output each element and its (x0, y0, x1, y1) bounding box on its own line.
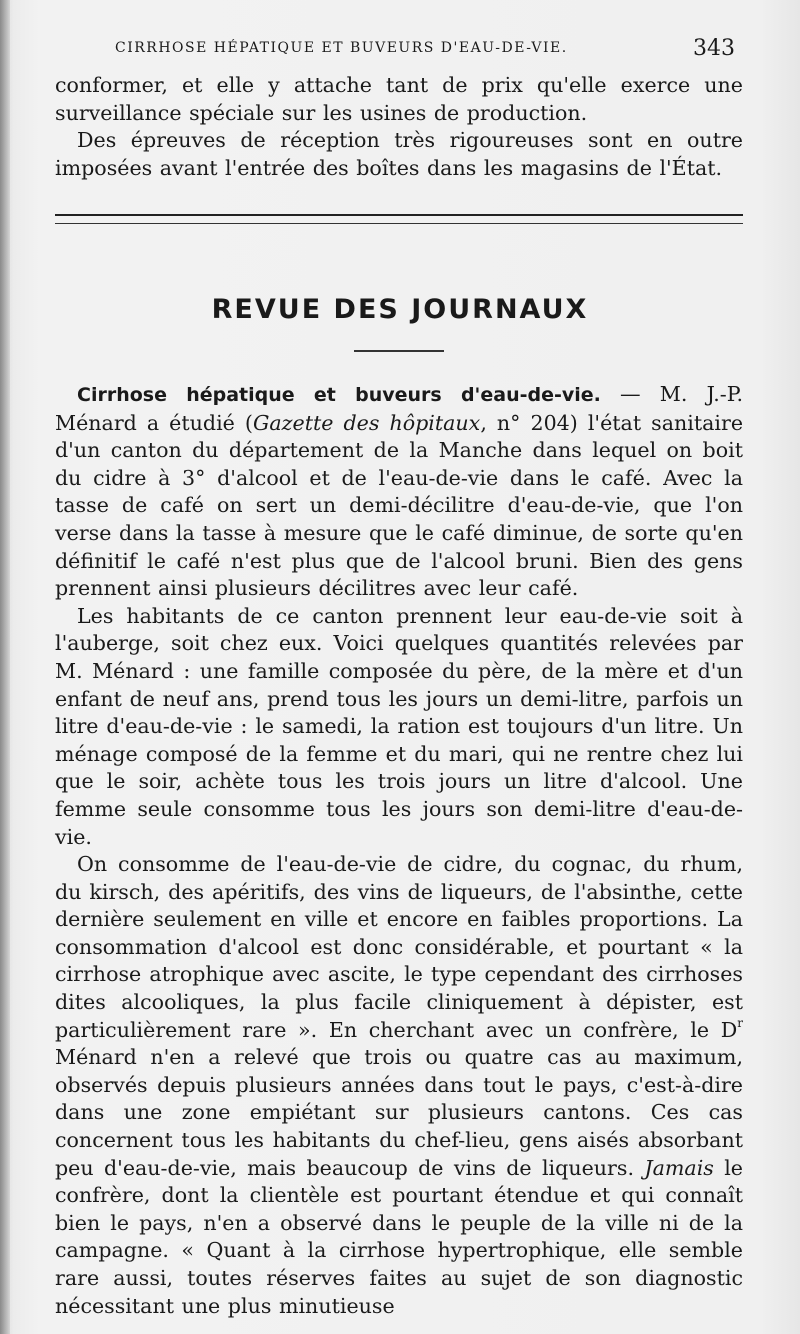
paragraph-epreuves: Des épreuves de réception très rigoureuses sont en outre imposées avant l'entrée des boîtes dans les magasins de l'État. (55, 128, 743, 180)
page-number: 343 (693, 36, 735, 61)
article-paragraph-3 (55, 851, 743, 1320)
double-rule (55, 214, 743, 224)
short-rule (354, 350, 444, 352)
section-title: REVUE DES JOURNAUX (211, 294, 589, 325)
doctor-abbrev-sup: r (737, 1015, 743, 1030)
article-lead-title: Cirrhose hépatique et buveurs d'eau-de-vie. (77, 384, 601, 406)
article-p3-c: le confrère, dont la clientèle est pourtant étendue et qui connaît bien le pays, n'en a observé dans le peuple de la ville ni de la campagne. « Quant à la cirrhose hypertrophique, elle semble rare aussi, toutes réserves faites au sujet de son diagnostic nécessitant une plus minutieuse (55, 1155, 743, 1318)
top-text-block (55, 72, 743, 182)
journal-title: Gazette des hôpitaux (252, 410, 481, 435)
running-title: CIRRHOSE HÉPATIQUE ET BUVEURS D'EAU-DE-VIE. (115, 40, 568, 56)
article-p3-b: Ménard n'en a relevé que trois ou quatre cas au maximum, observés depuis plusieurs années dans tout le pays, c'est-à-dire dans une zone empiétant sur plusieurs cantons. Ces cas concernent tous les habitants du chef-lieu, gens aisés absorbant peu d'eau-de-vie, mais beaucoup de vins de liqueurs. (55, 1045, 743, 1180)
article-p1-a: — M. J.-P. Ménard a étudié ( (55, 382, 743, 435)
running-head (55, 36, 745, 70)
article-body (55, 381, 743, 1320)
rule-thin (55, 223, 743, 224)
page-gutter-shadow (0, 0, 10, 1334)
article-paragraph-1 (55, 381, 743, 603)
article-p1-b: , n° 204) l'état sanitaire d'un canton du département de la Manche dans lequel on boit du cidre à 3° d'alcool et de l'eau-de-vie dans le café. Avec la tasse de café on sert un demi-décilitre d'eau-de-vie, que l'on verse dans la tasse à mesure que le café diminue, de sorte qu'en définitif le café n'est plus que de l'alcool bruni. Bien des gens prennent ainsi plusieurs décilitres avec leur café. (55, 410, 744, 601)
article-paragraph-2: Les habitants de ce canton prennent leur eau-de-vie soit à l'auberge, soit chez eux. Voici quelques quantités relevées par M. Ménard : une famille composée du père, de la mère et d'un enfant de neuf ans, prend tous les jours un demi-litre, parfois un litre d'eau-de-vie : le samedi, la ration est toujours d'un litre. Un ménage composé de la femme et du mari, qui ne rentre chez lui que le soir, achète tous les trois jours un litre d'alcool. Une femme seule consomme tous les jours son demi-litre d'eau-de-vie. (55, 603, 743, 849)
rule-thick (55, 214, 743, 216)
paragraph-conformer: conformer, et elle y attache tant de prix qu'elle exerce une surveillance spéciale sur les usines de production. (55, 73, 743, 125)
jamais-emphasis: Jamais (644, 1155, 714, 1180)
article-p3-a: On consomme de l'eau-de-vie de cidre, du cognac, du rhum, du kirsch, des apéritifs, des vins de liqueurs, de l'absinthe, cette dernière seulement en ville et encore en faibles proportions. La consommation d'alcool est donc considérable, et pourtant « la cirrhose atrophique avec ascite, le type cependant des cirrhoses dites alcooliques, la plus facile cliniquement à dépister, est particulièrement rare ». En cherchant avec un confrère, le D (55, 852, 743, 1042)
